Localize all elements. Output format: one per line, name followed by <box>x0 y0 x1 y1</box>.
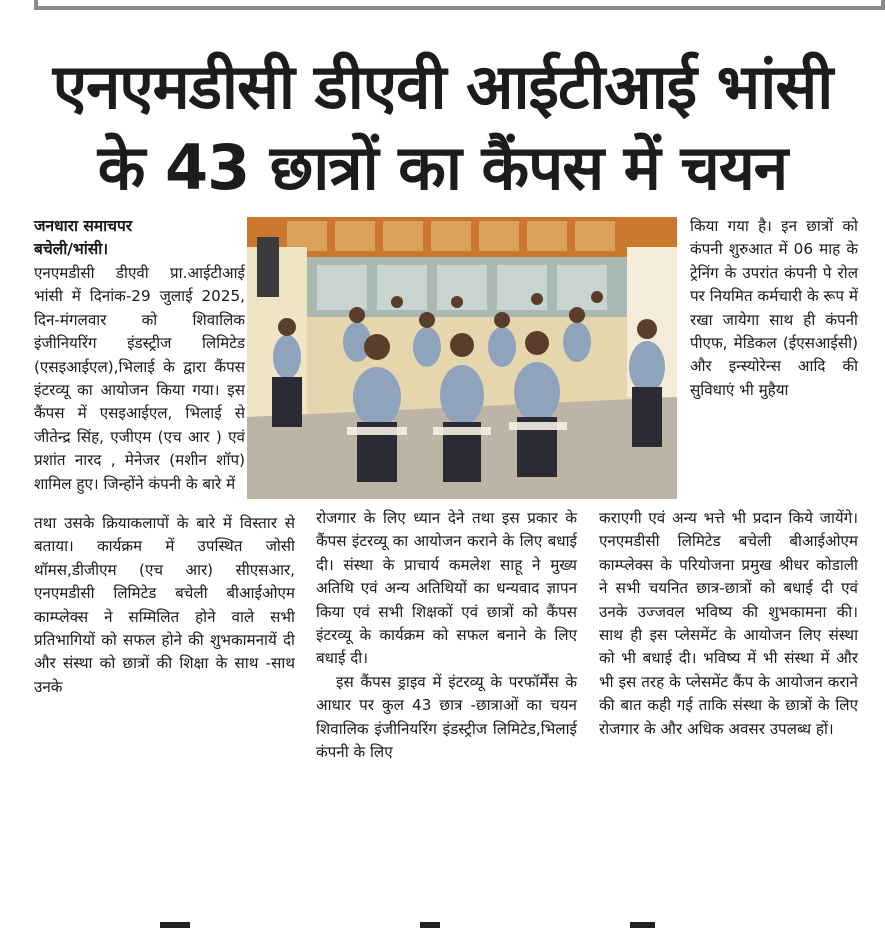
col3-text-bottom: कराएगी एवं अन्य भत्ते भी प्रदान किये जायेंगे। एनएमडीसी लिमिटेड बचेली बीआईओएम काम्प्लेक्स के परियोजना प्रमुख श्रीधर कोडाली ने सभी चयनित छात्र-छात्रों को बधाई दी एवं उनके उज्जवल भविष्य की शुभकामना की। साथ ही इस प्लेसमेंट के आयोजन लिए संस्था को भी बधाई दी। भविष्य में भी संस्था में और भी इस तरह के प्लेसमेंट कैंप के आयोजन कराने की बात कही गई ताकि संस्था के छात्रों के लिए रोजगार के और अधिक अवसर उपलब्ध हों। <box>599 509 858 738</box>
next-article-cutoff <box>0 912 885 928</box>
byline-place: बचेली/भांसी। <box>34 240 109 259</box>
headline-line-2: के 43 छात्रों का कैंपस में चयन <box>97 131 788 204</box>
news-photo-students-classroom <box>247 217 677 499</box>
col1-text-top: एनएमडीसी डीएवी प्रा.आईटीआई भांसी में दिनांक-29 जुलाई 2025, दिन-मंगलवार को शिवालिक इंजीनियरिंग इंडस्ट्रीज लिमिटेड (एसइआईएल),भिलाई के द्वारा कैंपस इंटरव्यू का आयोजन किया गया। इस कैंपस में एसइआईएल, भिलाई से जीतेन्द्र सिंह, एजीएम (एच आर ) एवं प्रशांत नारद , मेनेजर (मशीन शॉप) शामिल हुए। जिन्होंने कंपनी के बारे में <box>34 264 245 493</box>
article-col1-body-lower <box>34 512 295 892</box>
article-column-3-bottom <box>599 507 858 741</box>
col2-paragraph-1: रोजगार के लिए ध्यान देने तथा इस प्रकार के कैंपस इंटरव्यू का आयोजन कराने के लिए बधाई दी। संस्था के प्राचार्य कमलेश साहू ने मुख्य अतिथि एवं अन्य अतिथियों का धन्यवाद ज्ञापन किया एवं सभी शिक्षकों एवं छात्रों को कैंपस इंटरव्यू के कार्यक्रम को सफल बनाने के लिए बधाई दी। <box>316 509 577 668</box>
headline-line-1: एनएमडीसी डीएवी आईटीआई भांसी <box>52 50 833 123</box>
byline-source: जनधारा समाचपर <box>34 217 133 235</box>
article-col1-body <box>34 262 245 512</box>
top-frame-border <box>34 0 885 10</box>
col1-text-continued: तथा उसके क्रियाकलापों के बारे में विस्तार से बताया। कार्यक्रम में उपस्थित जोसी थॉमस,डीजीएम (एच आर) सीएसआर, एनएमडीसी लिमिटेड बचेली बीआईओएम काम्प्लेक्स ने सम्मिलित होने वाले सभी प्रतिभागियों को सफल होने की शुभकामनायें दी और संस्था को छात्रों की शिक्षा के साथ -साथ उनके <box>34 514 295 696</box>
article-column-3-top <box>690 215 858 402</box>
col3-text-top: किया गया है। इन छात्रों को कंपनी शुरुआत में 06 माह के ट्रेनिंग के उपरांत कंपनी पे रोल पर नियमित कर्मचारी के रूप में रखा जायेगा साथ ही कंपनी पीएफ, मेडिकल (ईएसआईसी) और इन्स्योरेन्स आदि की सुविधाएं भी मुहैया <box>690 217 858 399</box>
col2-paragraph-2: इस कैंपस ड्राइव में इंटरव्यू के परफॉर्मेंस के आधार पर कुल 43 छात्र -छात्राओं का चयन शिवालिक इंजीनियरिंग इंडस्ट्रीज लिमिटेड,भिलाई कंपनी के लिए <box>316 672 577 762</box>
article-column-2 <box>316 507 577 764</box>
